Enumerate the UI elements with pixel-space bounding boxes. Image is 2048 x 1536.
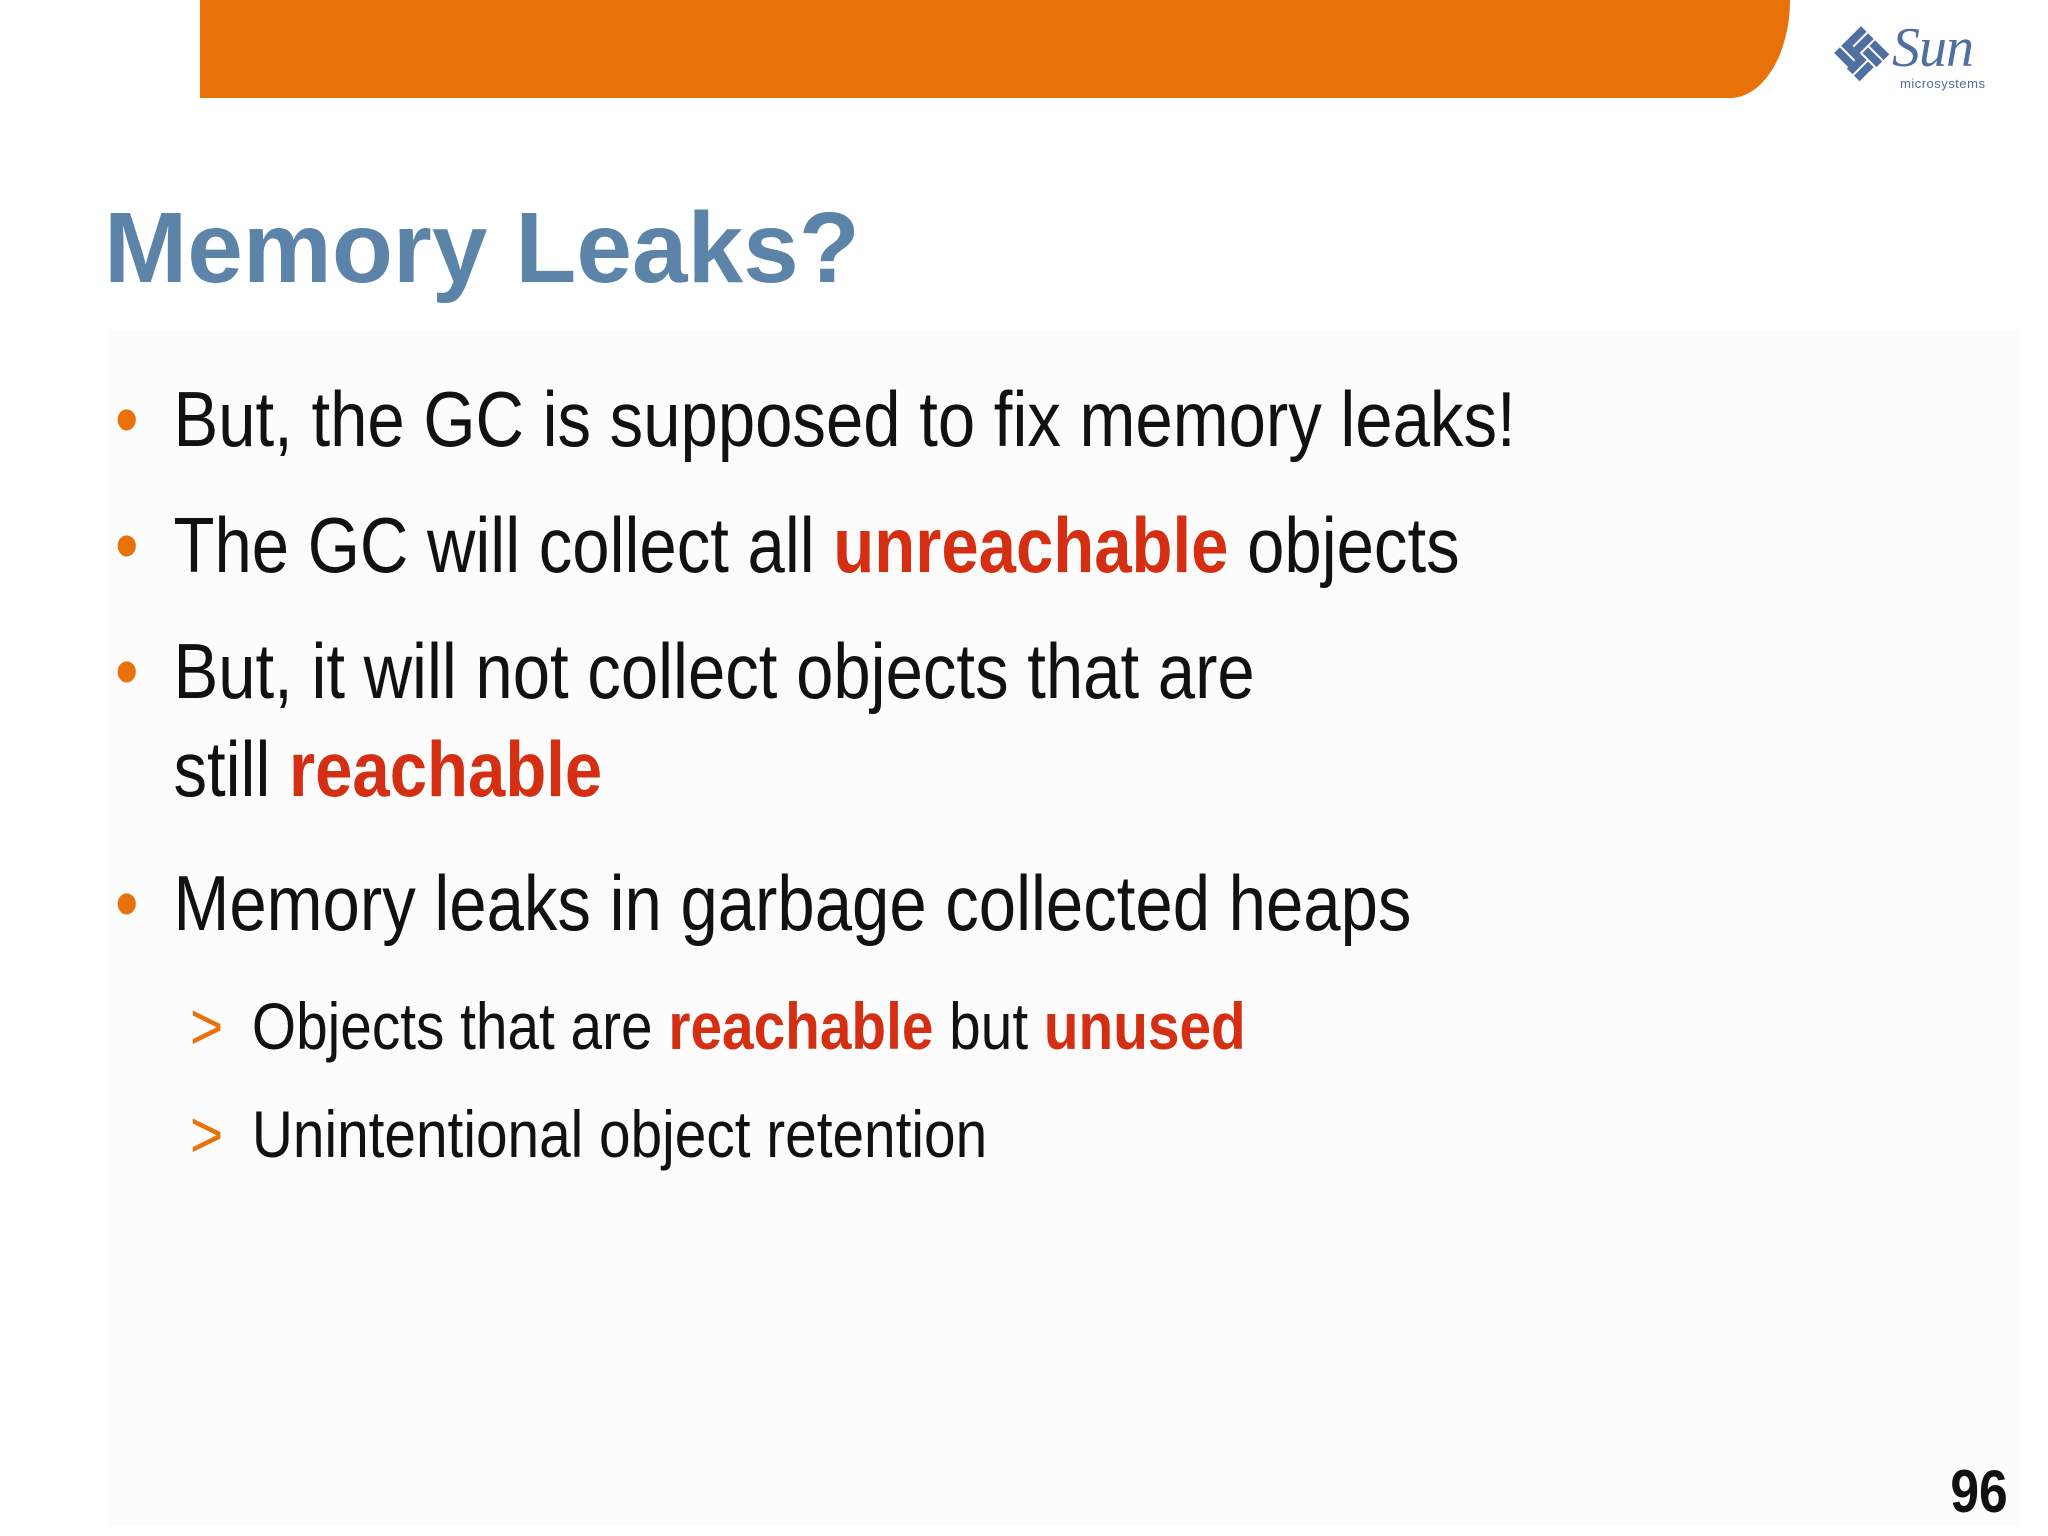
sub-bullet-1-highlight-1: reachable [668, 989, 934, 1063]
bullet-3-line-1: But, it will not collect objects that are [173, 627, 1255, 715]
sub-bullet-2-text: Unintentional object retention [251, 1097, 988, 1171]
bullet-4 [115, 854, 1411, 952]
bullet-2-text-pre: The GC will collect all [173, 501, 834, 589]
slide-title: Memory Leaks? [104, 192, 860, 304]
bullet-dot-icon: • [115, 859, 139, 947]
bullet-4-text: Memory leaks in garbage collected heaps [173, 859, 1412, 947]
sub-bullet-1 [190, 984, 1246, 1068]
sun-diamond-logo-icon [1830, 22, 1892, 84]
bullet-3-text-pre: still [173, 725, 290, 813]
bullet-1 [115, 370, 1516, 468]
sub-bullet-1-text-mid: but [933, 989, 1044, 1063]
sub-bullet-1-highlight-2: unused [1043, 989, 1246, 1063]
bullet-2-highlight: unreachable [833, 501, 1229, 589]
bullet-2-text-post: objects [1228, 501, 1460, 589]
logo-wordmark: Sun [1892, 17, 1973, 79]
chevron-right-icon: > [190, 989, 224, 1063]
logo-subtext: microsystems [1900, 76, 1986, 91]
bullet-dot-icon: • [115, 627, 139, 715]
chevron-right-icon: > [190, 1097, 224, 1171]
sub-bullet-1-text-pre: Objects that are [251, 989, 669, 1063]
bullet-3-highlight: reachable [289, 725, 603, 813]
bullet-2 [115, 496, 1460, 594]
bullet-3 [115, 622, 1255, 818]
bullet-1-text: But, the GC is supposed to fix memory leaks! [173, 375, 1516, 463]
sub-bullet-2 [190, 1092, 987, 1176]
page-number: 96 [1950, 1458, 2008, 1525]
bullet-dot-icon: • [115, 375, 139, 463]
header-bar [200, 0, 1790, 98]
sun-logo [1830, 18, 2000, 98]
bullet-dot-icon: • [115, 501, 139, 589]
